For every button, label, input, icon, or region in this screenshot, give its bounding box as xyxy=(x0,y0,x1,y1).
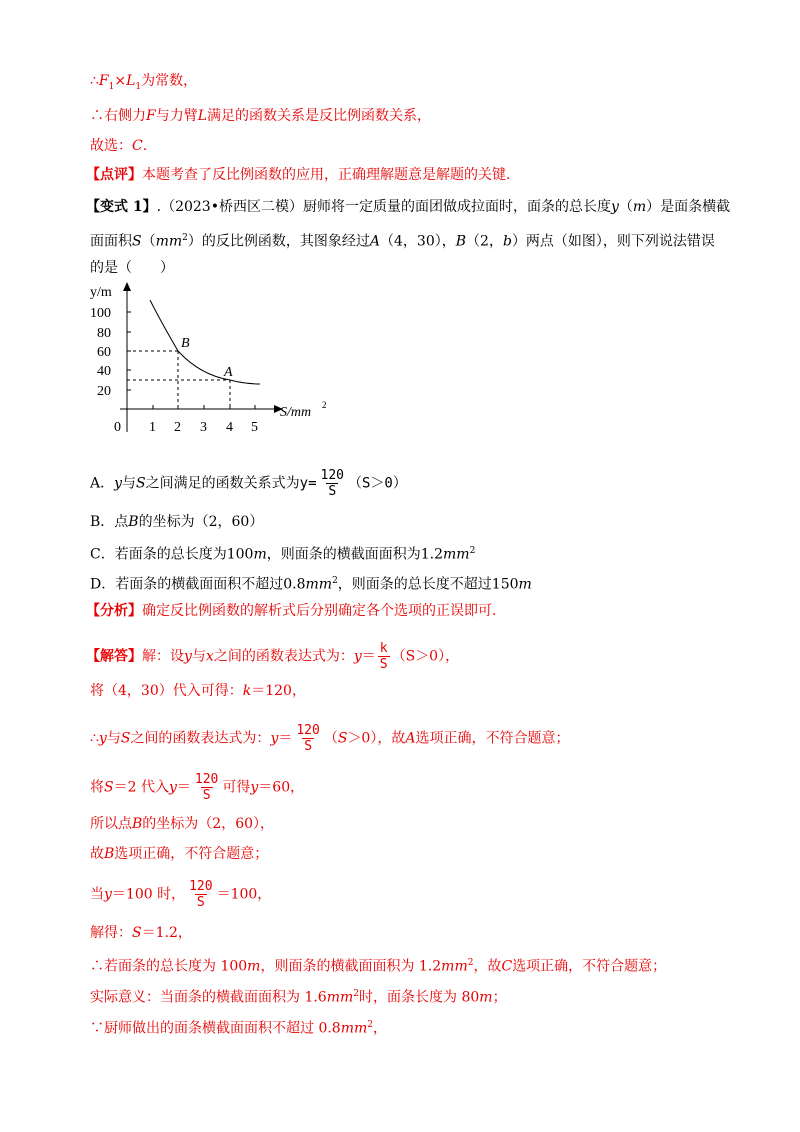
comment-tag: 【点评】 xyxy=(86,167,142,183)
unit-m: m xyxy=(247,958,261,975)
value: 100 xyxy=(226,546,254,563)
text: .（2023•桥西区二模）厨师将一定质量的面团做成拉面时，面条的总长度 xyxy=(156,199,611,215)
equals: ＝ xyxy=(176,779,191,796)
text: 的坐标为（2，60） xyxy=(138,514,264,530)
superscript: 2 xyxy=(332,576,338,586)
analysis-tag: 【分析】 xyxy=(86,603,142,619)
numerator: 120 xyxy=(194,772,219,787)
text: ＝120， xyxy=(251,683,306,699)
text: 的坐标为（2，60）， xyxy=(142,816,275,832)
unit-m: m xyxy=(632,199,647,215)
text: （ xyxy=(141,233,156,250)
choice-b: B xyxy=(104,846,115,862)
unit-mm: mm xyxy=(443,546,470,563)
text: 满足的函数关系是反比例函数关系， xyxy=(207,108,432,124)
answer-line-7 xyxy=(90,879,271,910)
problem-line-1 xyxy=(86,197,730,217)
unit-m: m xyxy=(253,546,267,563)
text: ）两点（如图），则下列说法错误 xyxy=(511,233,715,250)
analysis-line xyxy=(86,601,496,621)
text: 解：设 xyxy=(142,648,184,665)
var-y: y xyxy=(250,779,259,796)
var-y: y xyxy=(610,199,619,215)
text: D．若面条的横截面面积不超过 xyxy=(90,576,284,593)
text: （4，30）， xyxy=(380,233,456,250)
text: ＝1.2， xyxy=(141,925,192,941)
text: ＝60， xyxy=(258,779,305,796)
denominator: S xyxy=(328,484,337,499)
answer-line-10 xyxy=(90,984,507,1008)
var-s: S xyxy=(132,233,142,250)
denominator: S xyxy=(304,739,313,754)
text: 将 xyxy=(90,779,104,796)
text: C．若面条的总长度为 xyxy=(90,546,227,563)
text: 与 xyxy=(122,475,137,492)
denominator: S xyxy=(196,895,205,910)
var-y: y xyxy=(104,886,112,903)
text: （2， xyxy=(466,233,503,250)
text: （ xyxy=(323,730,338,747)
text: 选项正确，不符合题意； xyxy=(415,730,570,747)
unit-mm: mm xyxy=(326,989,354,1006)
times-symbol: × xyxy=(114,73,127,89)
text: 与 xyxy=(106,730,121,747)
fraction xyxy=(193,772,220,803)
option-b xyxy=(90,512,263,532)
point-a-label: A xyxy=(224,365,233,380)
text: 与力臂 xyxy=(155,108,198,124)
numerator: k xyxy=(379,641,388,656)
option-a xyxy=(90,468,407,499)
choice-c: C xyxy=(132,138,143,154)
y-tick-label: 20 xyxy=(97,384,111,399)
answer-line-6 xyxy=(90,844,268,864)
text: ； xyxy=(492,989,507,1006)
value: 150 xyxy=(491,576,519,593)
var-f: F xyxy=(146,108,156,124)
variant-tag: 【变式 1】 xyxy=(86,199,157,215)
answer-line-9 xyxy=(90,953,666,977)
answer-line-11 xyxy=(90,1015,387,1039)
comment-text: 本题考查了反比例函数的应用，正确理解题意是解题的关键. xyxy=(142,167,511,183)
equals: ＝ xyxy=(361,648,376,665)
text: 与 xyxy=(191,648,206,665)
var-s: S xyxy=(120,730,131,747)
fraction xyxy=(187,879,214,910)
y-axis-arrow xyxy=(123,282,131,291)
text: ＝2 代入 xyxy=(113,779,169,796)
solution-line-3 xyxy=(90,136,147,156)
hyperbola-curve xyxy=(150,300,260,384)
text: 之间的函数表达式为： xyxy=(130,730,271,747)
text: ）是面条横截 xyxy=(646,199,731,215)
numerator: 120 xyxy=(320,468,344,483)
superscript: 2 xyxy=(353,989,360,999)
answer-line-4 xyxy=(90,772,304,803)
var-y: y xyxy=(98,730,107,747)
text: B．点 xyxy=(90,514,129,530)
denominator: S xyxy=(202,788,211,803)
text: 故 xyxy=(90,846,104,862)
fraction xyxy=(378,641,390,672)
text: 解得： xyxy=(90,925,132,941)
var-s: S xyxy=(136,475,146,492)
var-y: y xyxy=(353,648,362,665)
dashed-guides xyxy=(127,351,230,409)
unit-m: m xyxy=(518,576,532,593)
point-b-label: B xyxy=(181,336,190,351)
text: ＞0），故 xyxy=(347,730,406,747)
var-y: y xyxy=(184,648,192,665)
text: 当 xyxy=(90,886,104,903)
text: 故选： xyxy=(90,138,132,154)
x-tick-label: 1 xyxy=(149,420,156,435)
unit-m: m xyxy=(479,989,493,1006)
solution-line-2 xyxy=(90,106,431,126)
text: ，故 xyxy=(473,958,502,975)
numerator: 120 xyxy=(296,723,320,738)
analysis-text: 确定反比例函数的解析式后分别确定各个选项的正误即可. xyxy=(142,603,497,619)
text: . xyxy=(142,138,148,154)
formula-y: y= xyxy=(299,475,317,492)
unit-mm: mm xyxy=(441,958,468,975)
point-b: B xyxy=(455,233,467,250)
text: ∵厨师做出的面条横截面面积不超过 0.8 xyxy=(90,1020,341,1037)
text: ＝100 时， xyxy=(111,886,186,903)
text: 时，面条长度为 80 xyxy=(359,989,480,1006)
y-tick-label: 40 xyxy=(97,364,111,379)
y-tick-label: 100 xyxy=(90,306,111,321)
text: ，则面条的总长度不超过 xyxy=(337,576,492,593)
text: 可得 xyxy=(222,779,251,796)
subscript: 1 xyxy=(135,81,142,92)
unit-mm: mm xyxy=(305,576,333,593)
point-b: B xyxy=(132,816,143,832)
superscript: 2 xyxy=(182,233,188,243)
choice-c: C xyxy=(501,958,513,975)
text: 之间的函数表达式为： xyxy=(213,648,354,665)
text: 为常数， xyxy=(141,73,198,89)
condition: （S＞0）， xyxy=(391,648,460,665)
text: （ xyxy=(618,199,633,215)
comment-line xyxy=(86,165,510,185)
fraction xyxy=(294,723,321,754)
x-tick-label: 3 xyxy=(200,420,207,435)
var-k: k xyxy=(242,683,252,699)
answer-line-2 xyxy=(90,681,306,701)
var-s: S xyxy=(104,779,114,796)
var-y: y xyxy=(114,475,123,492)
origin-label: 0 xyxy=(114,420,121,435)
fraction xyxy=(319,468,346,499)
point-b: B xyxy=(128,514,139,530)
inverse-function-graph xyxy=(90,280,350,440)
y-tick-label: 60 xyxy=(97,345,111,360)
unit-mm: mm xyxy=(155,233,183,250)
text: 实际意义：当面条的横截面面积为 1.6 xyxy=(90,989,327,1006)
condition: （S＞0） xyxy=(347,475,407,492)
superscript: 2 xyxy=(467,958,474,968)
x-tick-label: 2 xyxy=(174,420,181,435)
text: ∴ xyxy=(90,730,99,747)
y-tick-label: 80 xyxy=(97,326,111,341)
denominator: S xyxy=(379,657,388,672)
answer-line-5 xyxy=(90,814,274,834)
var-y: y xyxy=(168,779,177,796)
var-s: S xyxy=(337,730,348,747)
text: ∴右侧力 xyxy=(90,108,146,124)
text: 的是（ ） xyxy=(90,260,174,276)
superscript: 2 xyxy=(367,1020,374,1030)
therefore-symbol: ∴ xyxy=(90,73,99,89)
text: 之间满足的函数关系式为 xyxy=(145,475,300,492)
option-letter: A． xyxy=(90,475,115,492)
answer-line-1 xyxy=(86,641,459,672)
y-axis-label: y/m xyxy=(90,285,112,300)
answer-line-3 xyxy=(90,723,569,754)
x-axis-label-sup: 2 xyxy=(322,400,327,410)
x-tick-marks xyxy=(153,405,255,409)
text: 面面积 xyxy=(90,233,132,250)
problem-line-2 xyxy=(90,228,715,252)
answer-line-8 xyxy=(90,923,192,943)
option-c xyxy=(90,541,475,565)
option-d xyxy=(90,571,532,595)
text: ，则面条的横截面面积为 xyxy=(266,546,421,563)
subscript: 1 xyxy=(108,81,115,92)
unit-mm: mm xyxy=(340,1020,368,1037)
answer-tag: 【解答】 xyxy=(86,648,142,665)
var-x: x xyxy=(205,648,214,665)
var-s: S xyxy=(132,925,142,941)
text: ＝100， xyxy=(216,886,272,903)
text: ）的反比例函数，其图象经过 xyxy=(187,233,370,250)
text: ， xyxy=(373,1020,388,1037)
x-tick-label: 4 xyxy=(226,420,233,435)
x-tick-label: 5 xyxy=(251,420,258,435)
equals: ＝ xyxy=(278,730,293,747)
text: 选项正确，不符合题意； xyxy=(114,846,269,862)
text: ∴若面条的总长度为 100 xyxy=(90,958,248,975)
var-y: y xyxy=(270,730,279,747)
text: 所以点 xyxy=(90,816,132,832)
value: 0.8 xyxy=(283,576,306,593)
problem-line-3 xyxy=(90,258,174,278)
var-f: F xyxy=(98,73,109,89)
point-a: A xyxy=(369,233,381,250)
var-l: L xyxy=(197,108,208,124)
x-axis-label: S/mm xyxy=(280,405,312,420)
var-l: L xyxy=(126,73,136,89)
text: ，则面条的横截面面积为 1.2 xyxy=(260,958,442,975)
numerator: 120 xyxy=(189,879,213,894)
value: 1.2 xyxy=(420,546,443,563)
text: 选项正确，不符合题意； xyxy=(512,958,667,975)
text: 将（4，30）代入可得： xyxy=(90,683,243,699)
superscript: 2 xyxy=(469,546,476,556)
var-b: b xyxy=(502,233,512,250)
solution-line-1 xyxy=(90,71,197,97)
choice-a: A xyxy=(405,730,416,747)
